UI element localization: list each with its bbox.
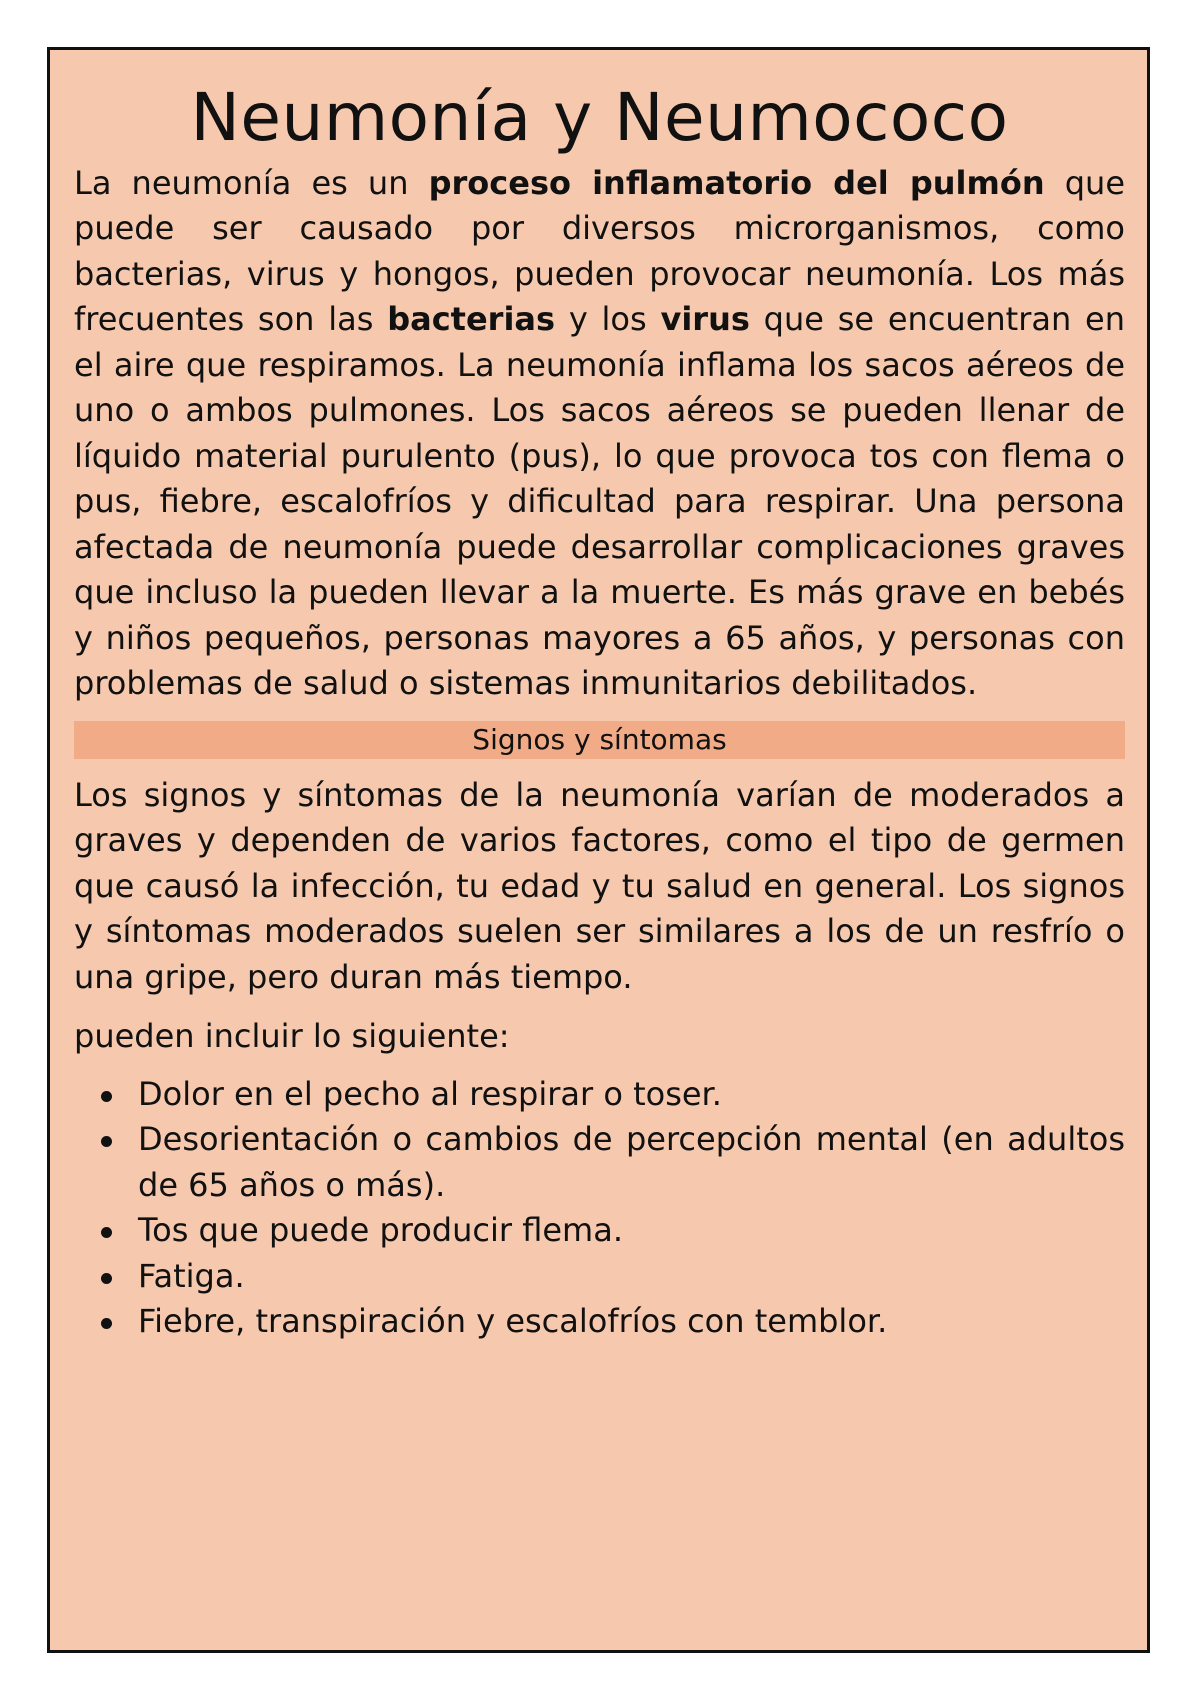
bullet-icon <box>101 1318 112 1329</box>
bullet-icon <box>101 1136 112 1147</box>
bullet-icon <box>101 1227 112 1238</box>
list-lead: pueden incluir lo siguiente: <box>74 1017 510 1056</box>
document-card <box>47 47 1150 1653</box>
intro-text-1: La neumonía es un <box>74 163 429 202</box>
list-item <box>74 1254 1125 1300</box>
symptom-list <box>74 1072 1125 1345</box>
list-item-text: Dolor en el pecho al respirar o toser. <box>138 1074 722 1113</box>
bullet-icon <box>101 1091 112 1102</box>
intro-bold-3: virus <box>660 300 750 339</box>
intro-bold-2: bacterias <box>387 300 556 339</box>
list-item-text: Fatiga. <box>138 1256 245 1295</box>
intro-paragraph <box>74 161 1125 707</box>
intro-bold-1: proceso inflamatorio del pulmón <box>428 163 1045 202</box>
list-item-text: Desorientación o cambios de percepción mental (en adultos de 65 años o más). <box>138 1120 1125 1204</box>
symptoms-paragraph: Los signos y síntomas de la neumonía varían de moderados a graves y dependen de varios factores, como el tipo de germen que causó la infección, tu edad y tu salud en general. Los signos y síntomas moderados suelen ser similares a los de un resfrío o una gripe, pero duran más tiempo. <box>74 775 1125 996</box>
list-item <box>74 1299 1125 1345</box>
section-heading: Signos y síntomas <box>74 721 1125 759</box>
list-item <box>74 1208 1125 1254</box>
intro-text-2: que puede ser causado por diversos microrganismos, como bacterias, virus y hongos, pueden provocar neumonía. Los más frecuentes son las <box>74 163 1126 339</box>
list-item <box>74 1072 1125 1118</box>
bullet-icon <box>101 1273 112 1284</box>
list-item-text: Tos que puede producir flema. <box>138 1211 623 1250</box>
intro-text-4: que se encuentran en el aire que respiramos. La neumonía inflama los sacos aéreos de uno o ambos pulmones. Los sacos aéreos se pueden llenar de líquido material purulento (pus), lo que provoca tos con flema o pus, fiebre, escalofríos y dificultad para respirar. Una persona afectada de neumonía puede desarrollar complicaciones graves que incluso la pueden llevar a la muerte. Es más grave en bebés y niños pequeños, personas mayores a 65 años, y personas con problemas de salud o sistemas inmunitarios debilitados. <box>74 300 1126 703</box>
intro-text-3: y los <box>555 300 661 339</box>
list-item-text: Fiebre, transpiración y escalofríos con temblor. <box>138 1302 888 1341</box>
list-item <box>74 1117 1125 1208</box>
page-title: Neumonía y Neumococo <box>190 79 1009 156</box>
